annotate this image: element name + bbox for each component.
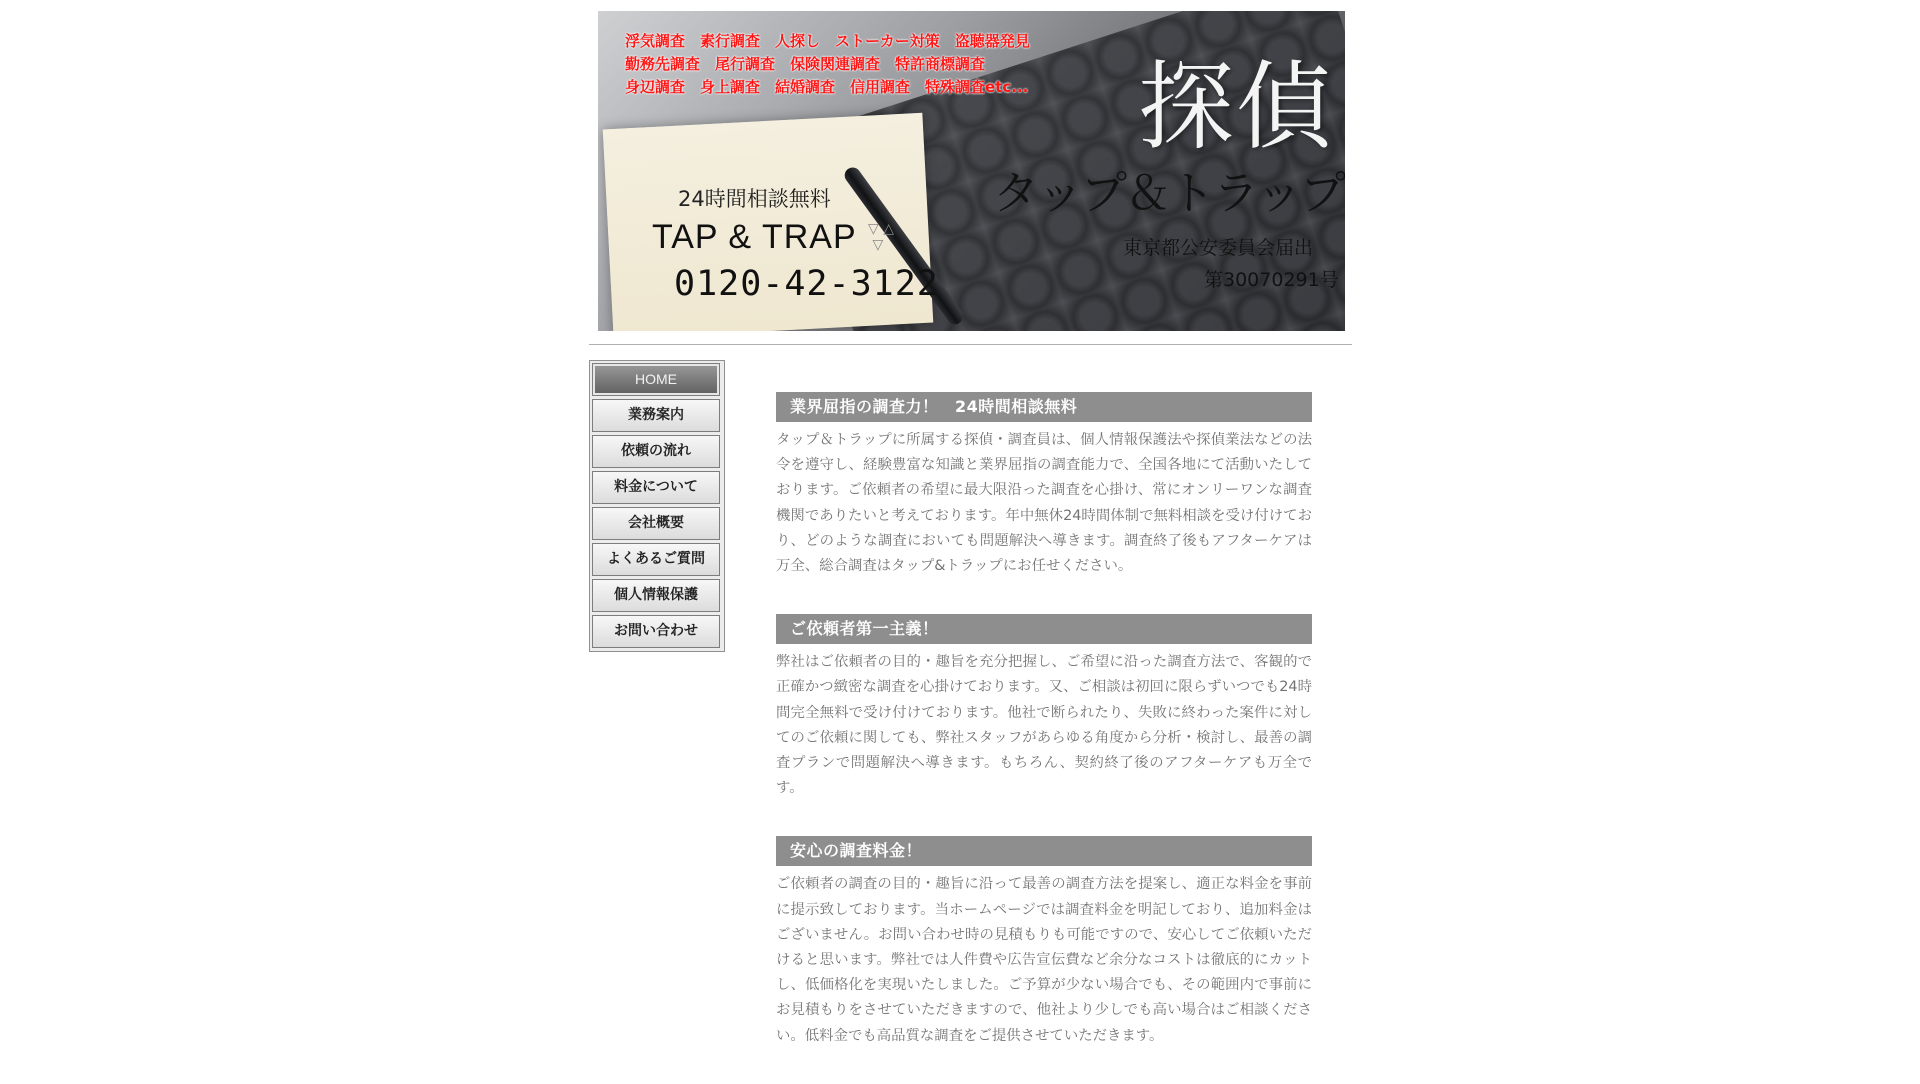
license-number: 第30070291号: [1204, 269, 1339, 291]
nav-item-faq[interactable]: よくあるご質問: [592, 543, 720, 576]
nav-item-home[interactable]: HOME: [592, 363, 720, 396]
nav-item-contact[interactable]: お問い合わせ: [592, 615, 720, 648]
section-heading: ご依頼者第一主義！: [776, 614, 1312, 644]
section-client-first: [776, 614, 1312, 801]
section-pricing: [776, 836, 1312, 1048]
banner-company-kana: タップ＆トラップ: [993, 166, 1345, 220]
services-line-2: 勤務先調査 尾行調査 保険関連調査 特許商標調査: [625, 55, 986, 73]
nav-item-privacy[interactable]: 個人情報保護: [592, 579, 720, 612]
triangle-icon: ▽ △ ▽: [868, 221, 894, 253]
section-body: タップ＆トラップに所属する探偵・調査員は、個人情報保護法や探偵業法などの法令を遵守し、経験豊富な知識と業界屈指の調査能力で、全国各地にて活動いたしております。ご依頼者の希望に最大限沿った調査を心掛け、常にオンリーワンな調査機関でありたいと考えております。年中無休24時間体制で無料相談を受け付けており、どのような調査においても問題解決へ導きます。調査終了後もアフターケアは万全、総合調査はタップ&トラップにお任せください。: [776, 432, 1312, 575]
free-consult-text: 24時間相談無料: [678, 187, 831, 211]
license-authority: 東京都公安委員会届出: [1123, 237, 1314, 259]
header-banner: [598, 11, 1345, 331]
services-line-3: 身辺調査 身上調査 結婚調査 信用調査 特殊調査etc...: [625, 78, 1029, 96]
banner-title: 探偵: [1138, 51, 1334, 163]
header-divider: [589, 344, 1352, 345]
section-investigation-ability: [776, 392, 1312, 579]
section-body: ご依頼者の調査の目的・趣旨に沿って最善の調査方法を提案し、適正な料金を事前に提示致しております。当ホームページでは調査料金を明記しており、追加料金はございません。お問い合わせ時の見積もりも可能ですので、安心してご依頼いただけると思います。弊社では人件費や広告宣伝費など余分なコストは徹底的にカットし、低価格化を実現いたしました。ご予算が少ない場合でも、その範囲内で事前にお見積もりをさせていただきますので、他社より少しでも高い場合はご相談ください。低料金でも高品質な調査をご提供させていただきます。: [776, 876, 1312, 1044]
section-heading: 業界屈指の調査力！ 24時間相談無料: [776, 392, 1312, 422]
brand-name: TAP & TRAP: [652, 218, 857, 256]
nav-item-company[interactable]: 会社概要: [592, 507, 720, 540]
section-heading: 安心の調査料金！: [776, 836, 1312, 866]
phone-number[interactable]: 0120-42-3122: [674, 264, 939, 304]
services-list: [625, 30, 1030, 99]
main-content: [776, 392, 1312, 1084]
sidebar-nav: [589, 360, 725, 652]
nav-item-pricing[interactable]: 料金について: [592, 471, 720, 504]
nav-item-services[interactable]: 業務案内: [592, 399, 720, 432]
nav-item-flow[interactable]: 依頼の流れ: [592, 435, 720, 468]
services-line-1: 浮気調査 素行調査 人探し ストーカー対策 盗聴器発見: [625, 32, 1030, 50]
section-body: 弊社はご依頼者の目的・趣旨を充分把握し、ご希望に沿った調査方法で、客観的で正確かつ緻密な調査を心掛けております。又、ご相談は初回に限らずいつでも24時間完全無料で受け付けております。他社で断られたり、失敗に終わった案件に対してのご依頼に関しても、弊社スタッフがあらゆる角度から分析・検討し、最善の調査プランで問題解決へ導きます。もちろん、契約終了後のアフターケアも万全です。: [776, 654, 1312, 797]
